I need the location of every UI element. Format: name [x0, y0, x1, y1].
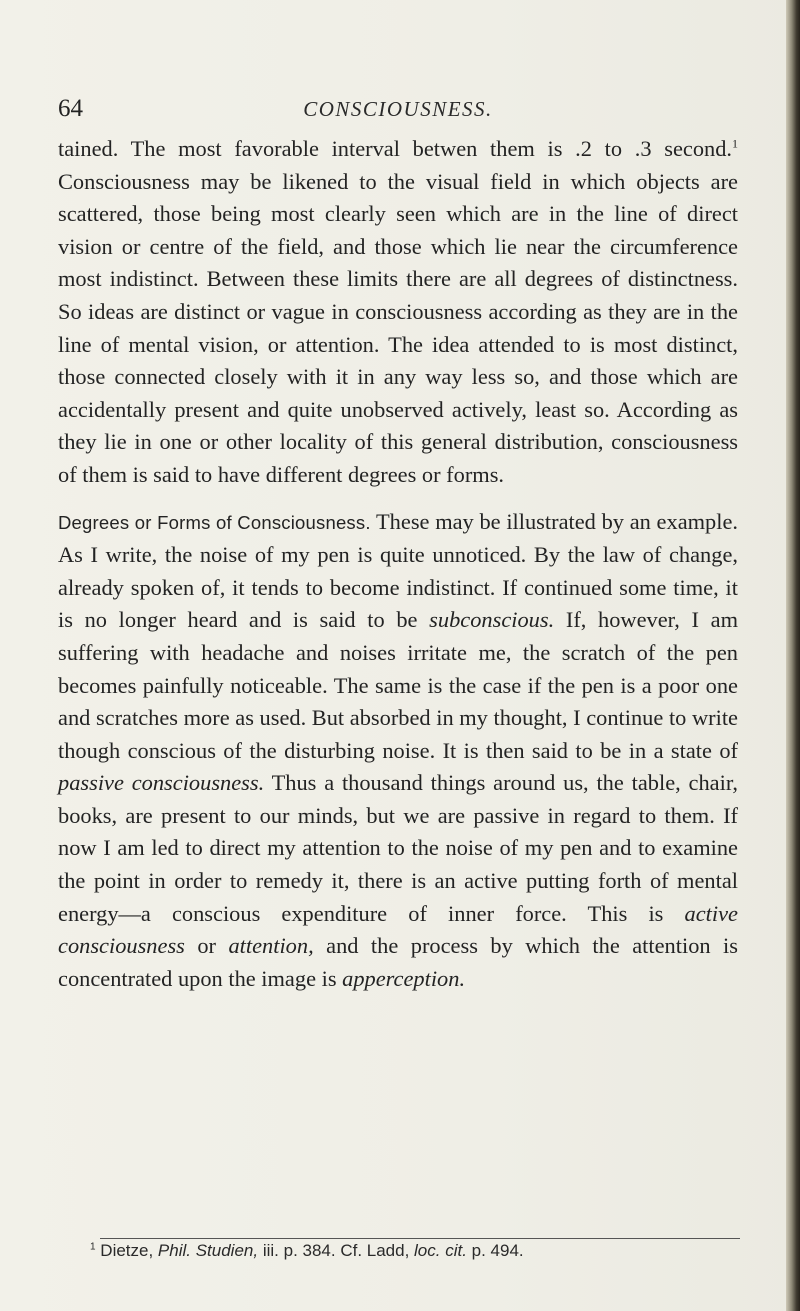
term-active-consciousness: active consciousness [58, 900, 738, 959]
paragraph-2 [58, 506, 738, 996]
paragraph-1-part2: Consciousness may be likened to the visual field in which objects are scattered, those being most clearly seen which are in the line of direct vision or centre of the field, and those which lie near the circumference most indistinct. Between these limits there are all degrees of distinctness. So ideas are distinct or vague in consciousness according as they are in the line of mental vision, or attention. The idea attended to is most distinct, those connected closely with it in any way less so, and those which are accidentally present and quite unobserved actively, least so. According as they lie in one or other locality of this general distribution, consciousness of them is said to have different degrees or forms. [58, 168, 738, 487]
footnote [90, 1240, 740, 1262]
term-passive-consciousness: passive consciousness. [58, 770, 265, 796]
paragraph-1 [58, 133, 738, 492]
footnote-marker: 1 [90, 1241, 96, 1253]
paragraph-2-text5: and the process by which the attention is concentrated upon the image is [58, 933, 738, 991]
running-title: CONSCIOUSNESS. [303, 97, 493, 121]
paragraph-2-text1: These may be illustrated by an example. As I write, the noise of my pen is quite unnoticed. By the law of change, already spoken of, it tends to become indistinct. If continued some time, it is no longer heard and is said to be [58, 508, 739, 633]
section-heading: Degrees or Forms of Consciousness. [58, 511, 371, 533]
paragraph-1-part1: tained. The most favorable interval betwen them is .2 to .3 second. [58, 136, 732, 161]
paragraph-2-text3: Thus a thousand things around us, the table, chair, books, are present to our minds, but we are passive in regard to them. If now I am led to direct my attention to the noise of my pen and to examine the point in order to remedy it, there is an active putting forth of mental energy—a conscious expenditure of inner force. This is [58, 770, 738, 926]
term-subconscious: subconscious. [429, 607, 555, 633]
term-apperception: apperception. [342, 965, 466, 991]
term-attention: attention, [228, 933, 314, 959]
paragraph-2-text2: If, however, I am suffering with headache and noises irritate me, the scratch of the pen becomes painfully noticeable. The same is the case if the pen is a poor one and scratches more as used. But absorbed in my thought, I continue to write though conscious of the disturbing noise. It is then said to be in a state of [58, 607, 738, 763]
page-header [58, 95, 738, 131]
page-edge-shadow [786, 0, 800, 1311]
footnote-work: Phil. Studien, [157, 1241, 259, 1260]
footnote-reference: 1 [732, 136, 738, 151]
paragraph-2-text4: or [184, 933, 229, 959]
page-number: 64 [58, 95, 83, 122]
footnote-loc-cit: loc. cit. [414, 1241, 467, 1260]
footnote-ref-1: iii. p. 384. Cf. Ladd, [258, 1241, 415, 1260]
body-text [58, 133, 738, 995]
footnote-author: Dietze, [95, 1241, 158, 1260]
footnote-rule [100, 1238, 740, 1239]
footnote-ref-2: p. 494. [466, 1241, 524, 1260]
